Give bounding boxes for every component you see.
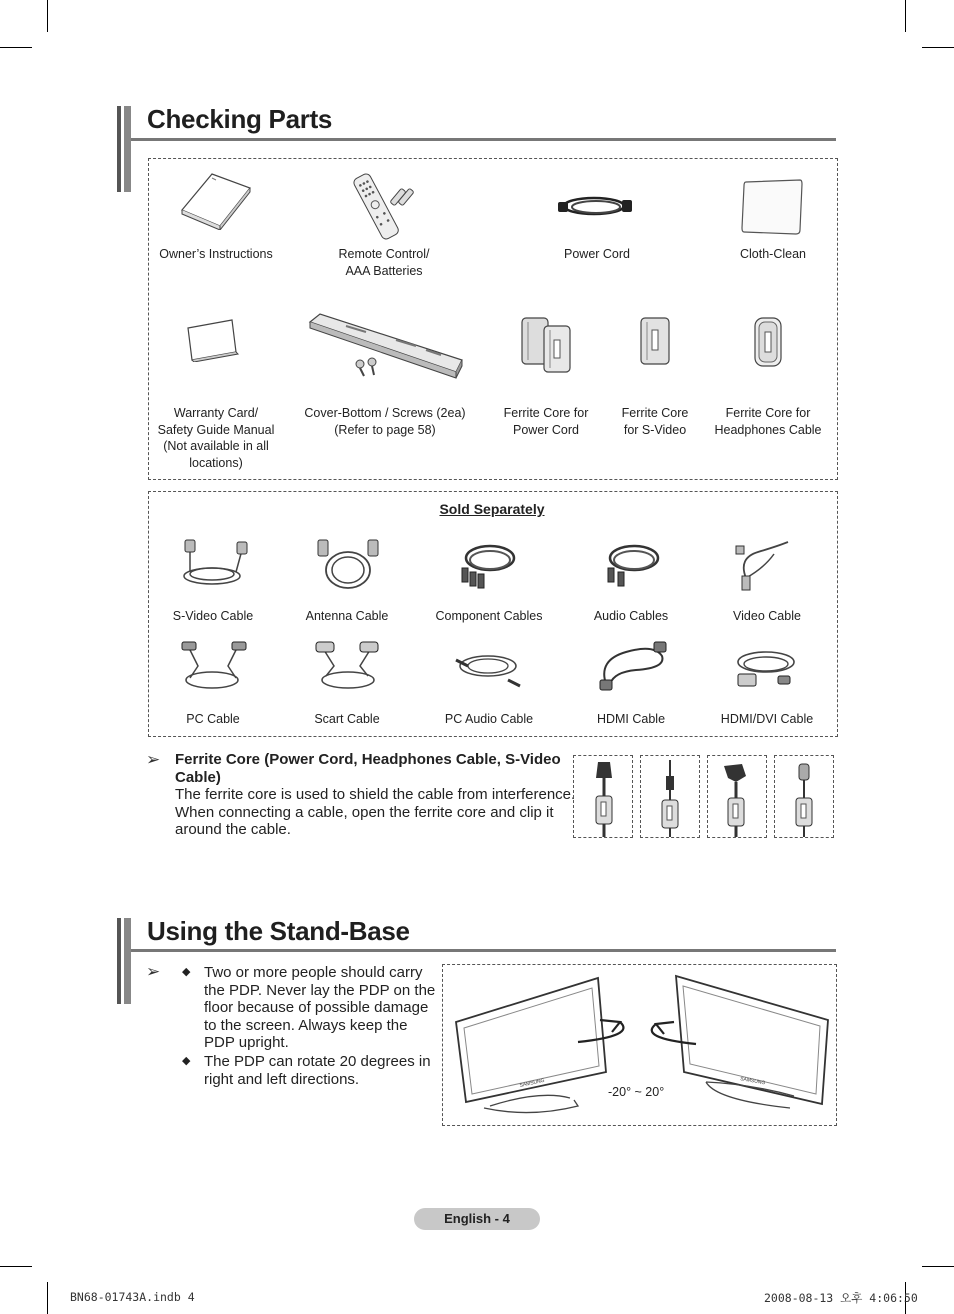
antenna-cable-icon	[312, 536, 384, 594]
cable-caption: PC Audio Cable	[444, 712, 534, 726]
cable-caption: Component Cables	[435, 609, 543, 623]
pc-audio-cable-icon	[452, 642, 522, 692]
ferrite-illustration	[707, 755, 767, 838]
section-rule	[131, 138, 836, 141]
note-arrow-icon: ➢	[146, 962, 161, 981]
warranty-card-icon	[184, 318, 240, 362]
section-title-stand-base: Using the Stand-Base	[147, 916, 410, 946]
scart-cable-icon	[312, 640, 382, 694]
cable-caption: Audio Cables	[593, 609, 669, 623]
footer-timestamp: 2008-08-13 오후 4:06:50	[764, 1291, 918, 1305]
note-arrow-icon: ➢	[146, 750, 161, 769]
ferrite-core-icon	[520, 316, 572, 374]
part-caption: Warranty Card/ Safety Guide Manual (Not available in all locations)	[157, 406, 275, 470]
cable-caption: Video Cable	[733, 609, 801, 623]
manual-icon	[178, 170, 254, 230]
section-marker	[117, 918, 131, 1004]
component-cables-icon	[456, 538, 520, 594]
crop-mark	[922, 1266, 954, 1267]
crop-mark	[922, 47, 954, 48]
sold-separately-heading: Sold Separately	[439, 501, 545, 517]
part-caption: Remote Control/ AAA Batteries	[338, 247, 430, 278]
part-caption: Cloth-Clean	[739, 247, 806, 261]
crop-mark	[905, 0, 906, 32]
part-caption: Power Cord	[564, 247, 630, 261]
cable-caption: HDMI/DVI Cable	[720, 712, 814, 726]
s-video-cable-icon	[178, 538, 250, 592]
pc-cable-icon	[178, 640, 248, 694]
ferrite-note-heading: Ferrite Core (Power Cord, Headphones Cable, S-Video Cable)	[175, 751, 561, 786]
ferrite-illustration	[774, 755, 834, 838]
rotation-range-label: -20° ~ 20°	[608, 1085, 665, 1099]
crop-mark	[0, 1266, 32, 1267]
bullet-icon: ◆	[182, 1055, 191, 1067]
ferrite-illustration	[640, 755, 700, 838]
crop-mark	[0, 47, 32, 48]
footer-file-label: BN68-01743A.indb 4	[70, 1290, 195, 1304]
tv-brand-label: SAMSUNG	[739, 1076, 766, 1087]
audio-cables-icon	[600, 538, 664, 594]
part-caption: Owner’s Instructions	[159, 247, 273, 261]
crop-mark	[47, 0, 48, 32]
hdmi-dvi-cable-icon	[734, 642, 800, 694]
ferrite-note-body: The ferrite core is used to shield the cable from interference. When connecting a cable, open the ferrite core and clip it around the cable.	[175, 786, 576, 838]
cable-caption: PC Cable	[186, 712, 240, 726]
stand-note-item: The PDP can rotate 20 degrees in right and left directions.	[204, 1053, 431, 1088]
cable-caption: Scart Cable	[314, 712, 380, 726]
power-cord-icon	[556, 192, 636, 222]
ferrite-core-icon	[752, 316, 784, 370]
stand-note-item: Two or more people should carry the PDP. Never lay the PDP on the floor because of possible damage to the screen. Always keep the PDP upright.	[204, 964, 436, 1051]
video-cable-icon	[734, 538, 794, 594]
cable-caption: S-Video Cable	[172, 609, 254, 623]
tv-brand-label: SAMSUNG	[519, 1077, 546, 1089]
crop-mark	[47, 1282, 48, 1314]
section-title-checking-parts: Checking Parts	[147, 104, 333, 134]
cloth-icon	[740, 178, 806, 236]
cover-bottom-icon	[306, 310, 466, 382]
section-marker	[117, 106, 131, 192]
part-caption: Ferrite Core for Headphones Cable	[714, 406, 822, 437]
part-caption: Ferrite Core for Power Cord	[503, 406, 589, 437]
cable-caption: Antenna Cable	[305, 609, 389, 623]
page-number-label: English - 4	[414, 1208, 540, 1230]
ferrite-illustration	[573, 755, 633, 838]
hdmi-cable-icon	[596, 640, 668, 694]
remote-control-icon	[347, 170, 421, 240]
section-rule	[131, 949, 836, 952]
part-caption: Ferrite Core for S-Video	[621, 406, 689, 437]
bullet-icon: ◆	[182, 966, 191, 978]
part-caption: Cover-Bottom / Screws (2ea) (Refer to page 58)	[304, 406, 466, 437]
cable-caption: HDMI Cable	[596, 712, 666, 726]
ferrite-core-icon	[638, 316, 672, 368]
